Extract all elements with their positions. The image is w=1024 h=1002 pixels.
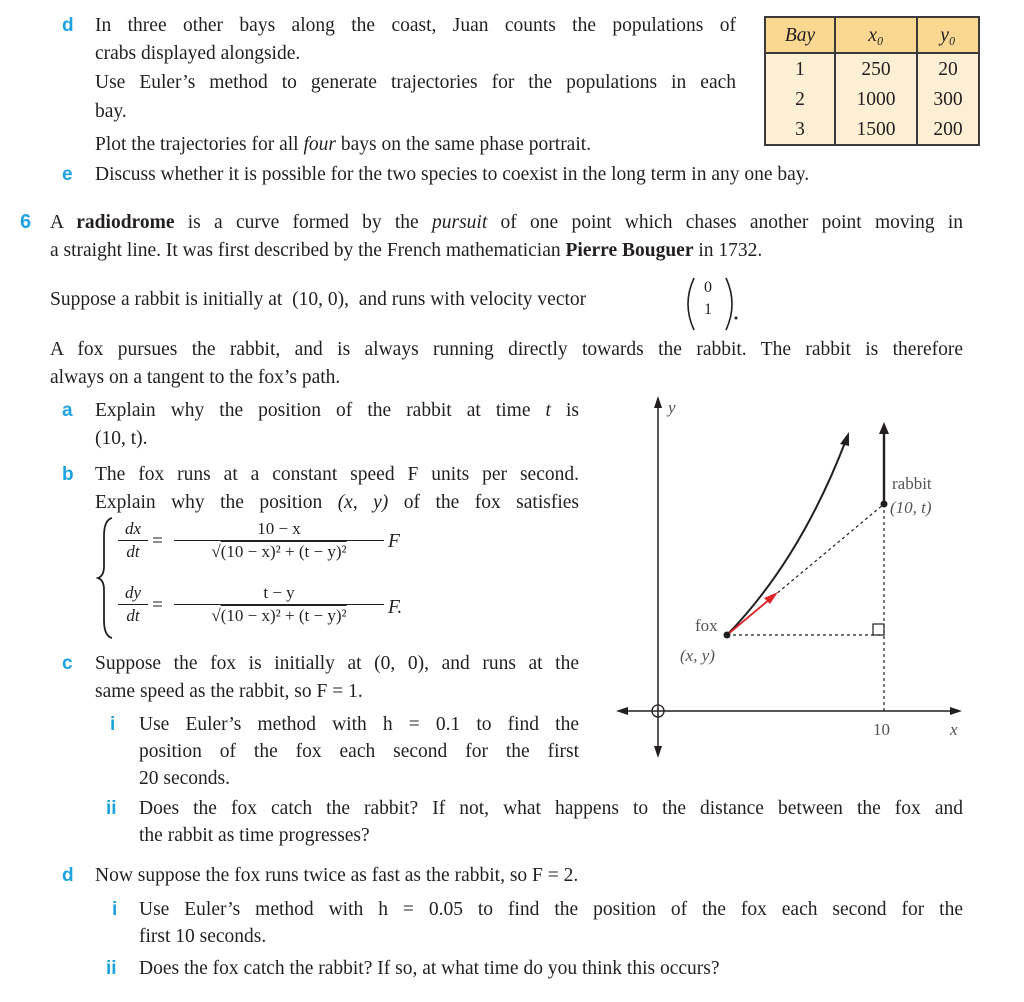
fox-label: fox (695, 616, 718, 635)
table-header: x₀ (835, 17, 917, 53)
q6-intro-line1: A radiodrome is a curve formed by the pursuit of one point which chases another point moving in (50, 212, 963, 233)
q6c-line1: Suppose the fox is initially at (0, 0), and runs at the (95, 653, 579, 674)
q6a-line2: (10, t). (95, 428, 148, 449)
q6-intro-line2: a straight line. It was first described by the French mathematician Pierre Bouguer in 1732. (50, 240, 763, 261)
prev-d-line3: Use Euler’s method to generate trajectories for the populations in each (95, 72, 736, 93)
eq1-rhs: $\frac{10 - x}{\text{√(10 − x)² + (t − y)²}}$ (174, 518, 384, 563)
part-label-d: d (62, 15, 74, 36)
pursuit-diagram-graphic (600, 390, 1024, 770)
table-cell: 250 (835, 53, 917, 84)
part-label-e: e (62, 164, 73, 185)
q6ci-line3: 20 seconds. (139, 768, 230, 789)
table-cell: 1000 (835, 84, 917, 114)
q6-fox-line2: always on a tangent to the fox’s path. (50, 367, 341, 388)
eq1-lhs: $\frac{dx}{dt}$ (118, 518, 148, 563)
table-header: y₀ (917, 17, 979, 53)
q6b-line2: Explain why the position (x, y) of the fox satisfies (95, 492, 579, 513)
table-cell: 2 (765, 84, 835, 114)
question-number: 6 (20, 211, 32, 233)
prev-d-line2: crabs displayed alongside. (95, 43, 301, 64)
prev-d-line5: Plot the trajectories for all four bays on the same phase portrait. (95, 134, 592, 155)
part-label-d: d (62, 865, 74, 886)
table-cell: 20 (917, 53, 979, 84)
part-label-d-ii: ii (106, 958, 117, 979)
table-row (765, 114, 979, 145)
table-cell: 200 (917, 114, 979, 145)
rabbit-point-label: (10, t) (890, 498, 932, 517)
q6-rabbit-line: Suppose a rabbit is initially at (10, 0), and runs with velocity vector (50, 289, 587, 310)
pursuit-diagram (600, 390, 1024, 770)
equals-sign: = (152, 595, 163, 616)
table-row (765, 53, 979, 84)
bay-population-table (764, 16, 980, 146)
q6ci-line2: position of the fox each second for the first (139, 741, 579, 762)
y-axis-label: y (668, 398, 676, 417)
table-cell: 1 (765, 53, 835, 84)
x-axis-label: x (950, 720, 958, 739)
part-label-d-i: i (112, 899, 118, 920)
equals-sign: = (152, 531, 163, 552)
q6c-line2: same speed as the rabbit, so F = 1. (95, 681, 363, 702)
q6ci-line1: Use Euler’s method with h = 0.1 to find the (139, 714, 579, 735)
rabbit-label: rabbit (892, 474, 932, 493)
fox-point-label: (x, y) (680, 646, 715, 665)
part-label-a: a (62, 400, 73, 421)
table-cell: 3 (765, 114, 835, 145)
q6di-line1: Use Euler’s method with h = 0.05 to find the position of the fox each second for the (139, 899, 963, 920)
differential-equation-system (96, 516, 436, 636)
vector-bottom: 1 (704, 301, 712, 318)
part-label-c-i: i (110, 714, 116, 735)
q6a-line1: Explain why the position of the rabbit at time t is (95, 400, 579, 421)
eq1-tail: F (388, 531, 400, 552)
table-cell: 300 (917, 84, 979, 114)
q6cii-line2: the rabbit as time progresses? (139, 825, 370, 846)
q6b-line1: The fox runs at a constant speed F units per second. (95, 464, 579, 485)
left-brace-icon (96, 516, 116, 640)
eq2-rhs: $\frac{t - y}{\text{√(10 − x)² + (t − y)²}}$ (174, 582, 384, 627)
q6-fox-line1: A fox pursues the rabbit, and is always running directly towards the rabbit. The rabbit is therefore (50, 339, 963, 360)
q6d-line1: Now suppose the fox runs twice as fast as the rabbit, so F = 2. (95, 865, 579, 886)
part-label-c-ii: ii (106, 798, 117, 819)
x-tick-10: 10 (873, 720, 890, 739)
table-header-row (765, 17, 979, 53)
table-row (765, 84, 979, 114)
prev-e-text: Discuss whether it is possible for the two species to coexist in the long term in any one bay. (95, 164, 810, 185)
q6di-line2: first 10 seconds. (139, 926, 267, 947)
table-header: Bay (765, 17, 835, 53)
q6dii-line1: Does the fox catch the rabbit? If so, at what time do you think this occurs? (139, 958, 720, 979)
vector-top: 0 (704, 279, 712, 296)
part-label-b: b (62, 464, 74, 485)
q6cii-line1: Does the fox catch the rabbit? If not, what happens to the distance between the fox and (139, 798, 963, 819)
eq2-lhs: $\frac{dy}{dt}$ (118, 582, 148, 627)
prev-d-line1: In three other bays along the coast, Juan counts the populations of (95, 15, 736, 36)
velocity-vector (680, 274, 740, 334)
prev-d-line4: bay. (95, 101, 127, 122)
table-cell: 1500 (835, 114, 917, 145)
part-label-c: c (62, 653, 73, 674)
eq2-tail: F. (388, 597, 403, 618)
